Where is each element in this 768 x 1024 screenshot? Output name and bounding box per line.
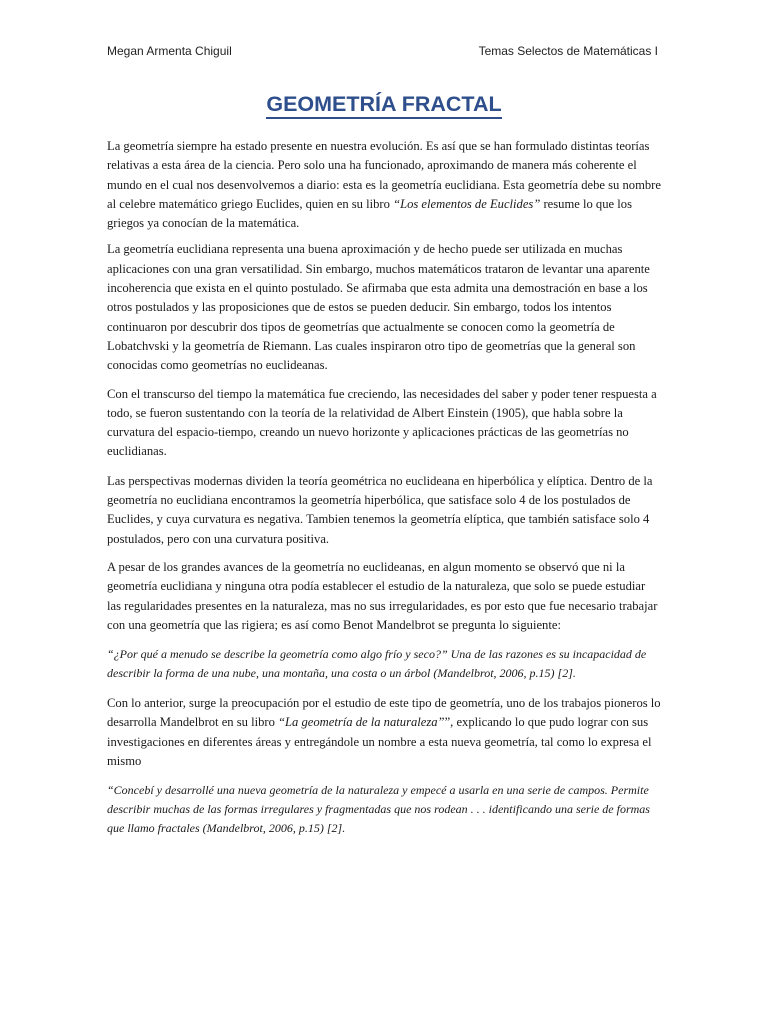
paragraph-intro-text-end: resume lo que los griegos ya conocían de la matemática.	[107, 196, 632, 231]
paragraph-pioneer-text: Con lo anterior, surge la preocupación por el estudio de este tipo de geometría, uno de los trabajos pioneros lo desarrolla Mandelbrot en su libro	[107, 696, 661, 730]
paragraph-intro	[107, 137, 661, 233]
paragraph-relativity: Con el transcurso del tiempo la matemática fue creciendo, las necesidades del saber y poder tener respuesta a todo, se fueron sustentando con la teoría de la relatividad de Albert Einstein (1905), que habla sobre la curvatura del espacio-tiempo, creando un nuevo horizonte y aplicaciones prácticas de las geometrías no euclidianas.	[107, 386, 657, 459]
paragraph-euclidean: La geometría euclidiana representa una buena aproximación y de hecho puede ser utilizada en muchas aplicaciones con una gran versatilidad. Sin embargo, muchos matemáticos trataron de levantar una aparente incoherencia que exista en el quinto postulado. Se afirmaba que esta admita una demostración en base a los otros postulados y las proposiciones que de estos se pueden deducir. Sin embargo, todos los intentos continuaron por descubrir dos tipos de geometrías que actualmente se conocen como la geometría de Lobatchvski y la geometría de Riemann. Las cuales inspiraron otro tipo de geometrías que la general son conocidas como geometrías no euclideanas.	[107, 242, 650, 373]
page-header	[107, 44, 658, 58]
book-title-euclides: “Los elementos de Euclides”	[393, 196, 541, 211]
document-body	[107, 137, 661, 848]
paragraph-mandelbrot-question: A pesar de los grandes avances de la geometría no euclideanas, en algun momento se observó que ni la geometría euclidiana y ninguna otra podía establecer el estudio de la naturaleza, que solo se puede estudiar las regularidades presentes en la naturaleza, mas no sus irregularidades, es por esto que fue necesario trabajar con una geometría que las rigiera; es así como Benot Mandelbrot se pregunta lo siguiente:	[107, 559, 658, 632]
paragraph-perspectives: Las perspectivas modernas dividen la teoría geométrica no euclideana en hiperbólica y elíptica. Dentro de la geometría no euclidiana encontramos la geometría hiperbólica, que satisface solo 4 de los postulados de Euclides, y cuya curvatura es negativa. Tambien tenemos la geometría elíptica, que también satisface solo 4 postulados, pero con una curvatura positiva.	[107, 473, 653, 546]
document-title	[0, 92, 768, 117]
book-title-geometria-naturaleza: “La geometría de la naturaleza”	[278, 715, 445, 730]
quote-mandelbrot-2: “Concebí y desarrollé una nueva geometría de la naturaleza y empecé a usarla en una serie de campos. Permite describir muchas de las formas irregulares y fragmentadas que nos rodean . . . identificando una serie de formas que llamo fractales (Mandelbrot, 2006, p.15) [2].	[107, 783, 650, 836]
paragraph-intro-text: La geometría siempre ha estado presente en nuestra evolución. Es así que se han formulado distintas teorías relativas a esta área de la ciencia. Pero solo una ha funcionado, aproximando de manera más coherente el mundo en el cual nos desenvolvemos a diario: esta es la geometría euclidiana. Esta geometría debe su nombre al celebre matemático griego Euclides, quien en su libro	[107, 139, 661, 211]
paragraph-pioneer-text-end: ”, explicando lo que pudo lograr con sus investigaciones en diferentes áreas y entregándole un nombre a esta nueva geometría, tal como lo expresa el mismo	[107, 715, 652, 769]
quote-mandelbrot-1: “¿Por qué a menudo se describe la geometría como algo frío y seco?” Una de las razones es su incapacidad de describir la forma de una nube, una montaña, una costa o un árbol (Mandelbrot, 2006, p.15) [2].	[107, 647, 647, 681]
document-title-text: GEOMETRÍA FRACTAL	[266, 92, 501, 119]
header-author: Megan Armenta Chiguil	[107, 44, 232, 58]
header-course: Temas Selectos de Matemáticas I	[478, 44, 658, 58]
paragraph-pioneer-work	[107, 694, 661, 771]
